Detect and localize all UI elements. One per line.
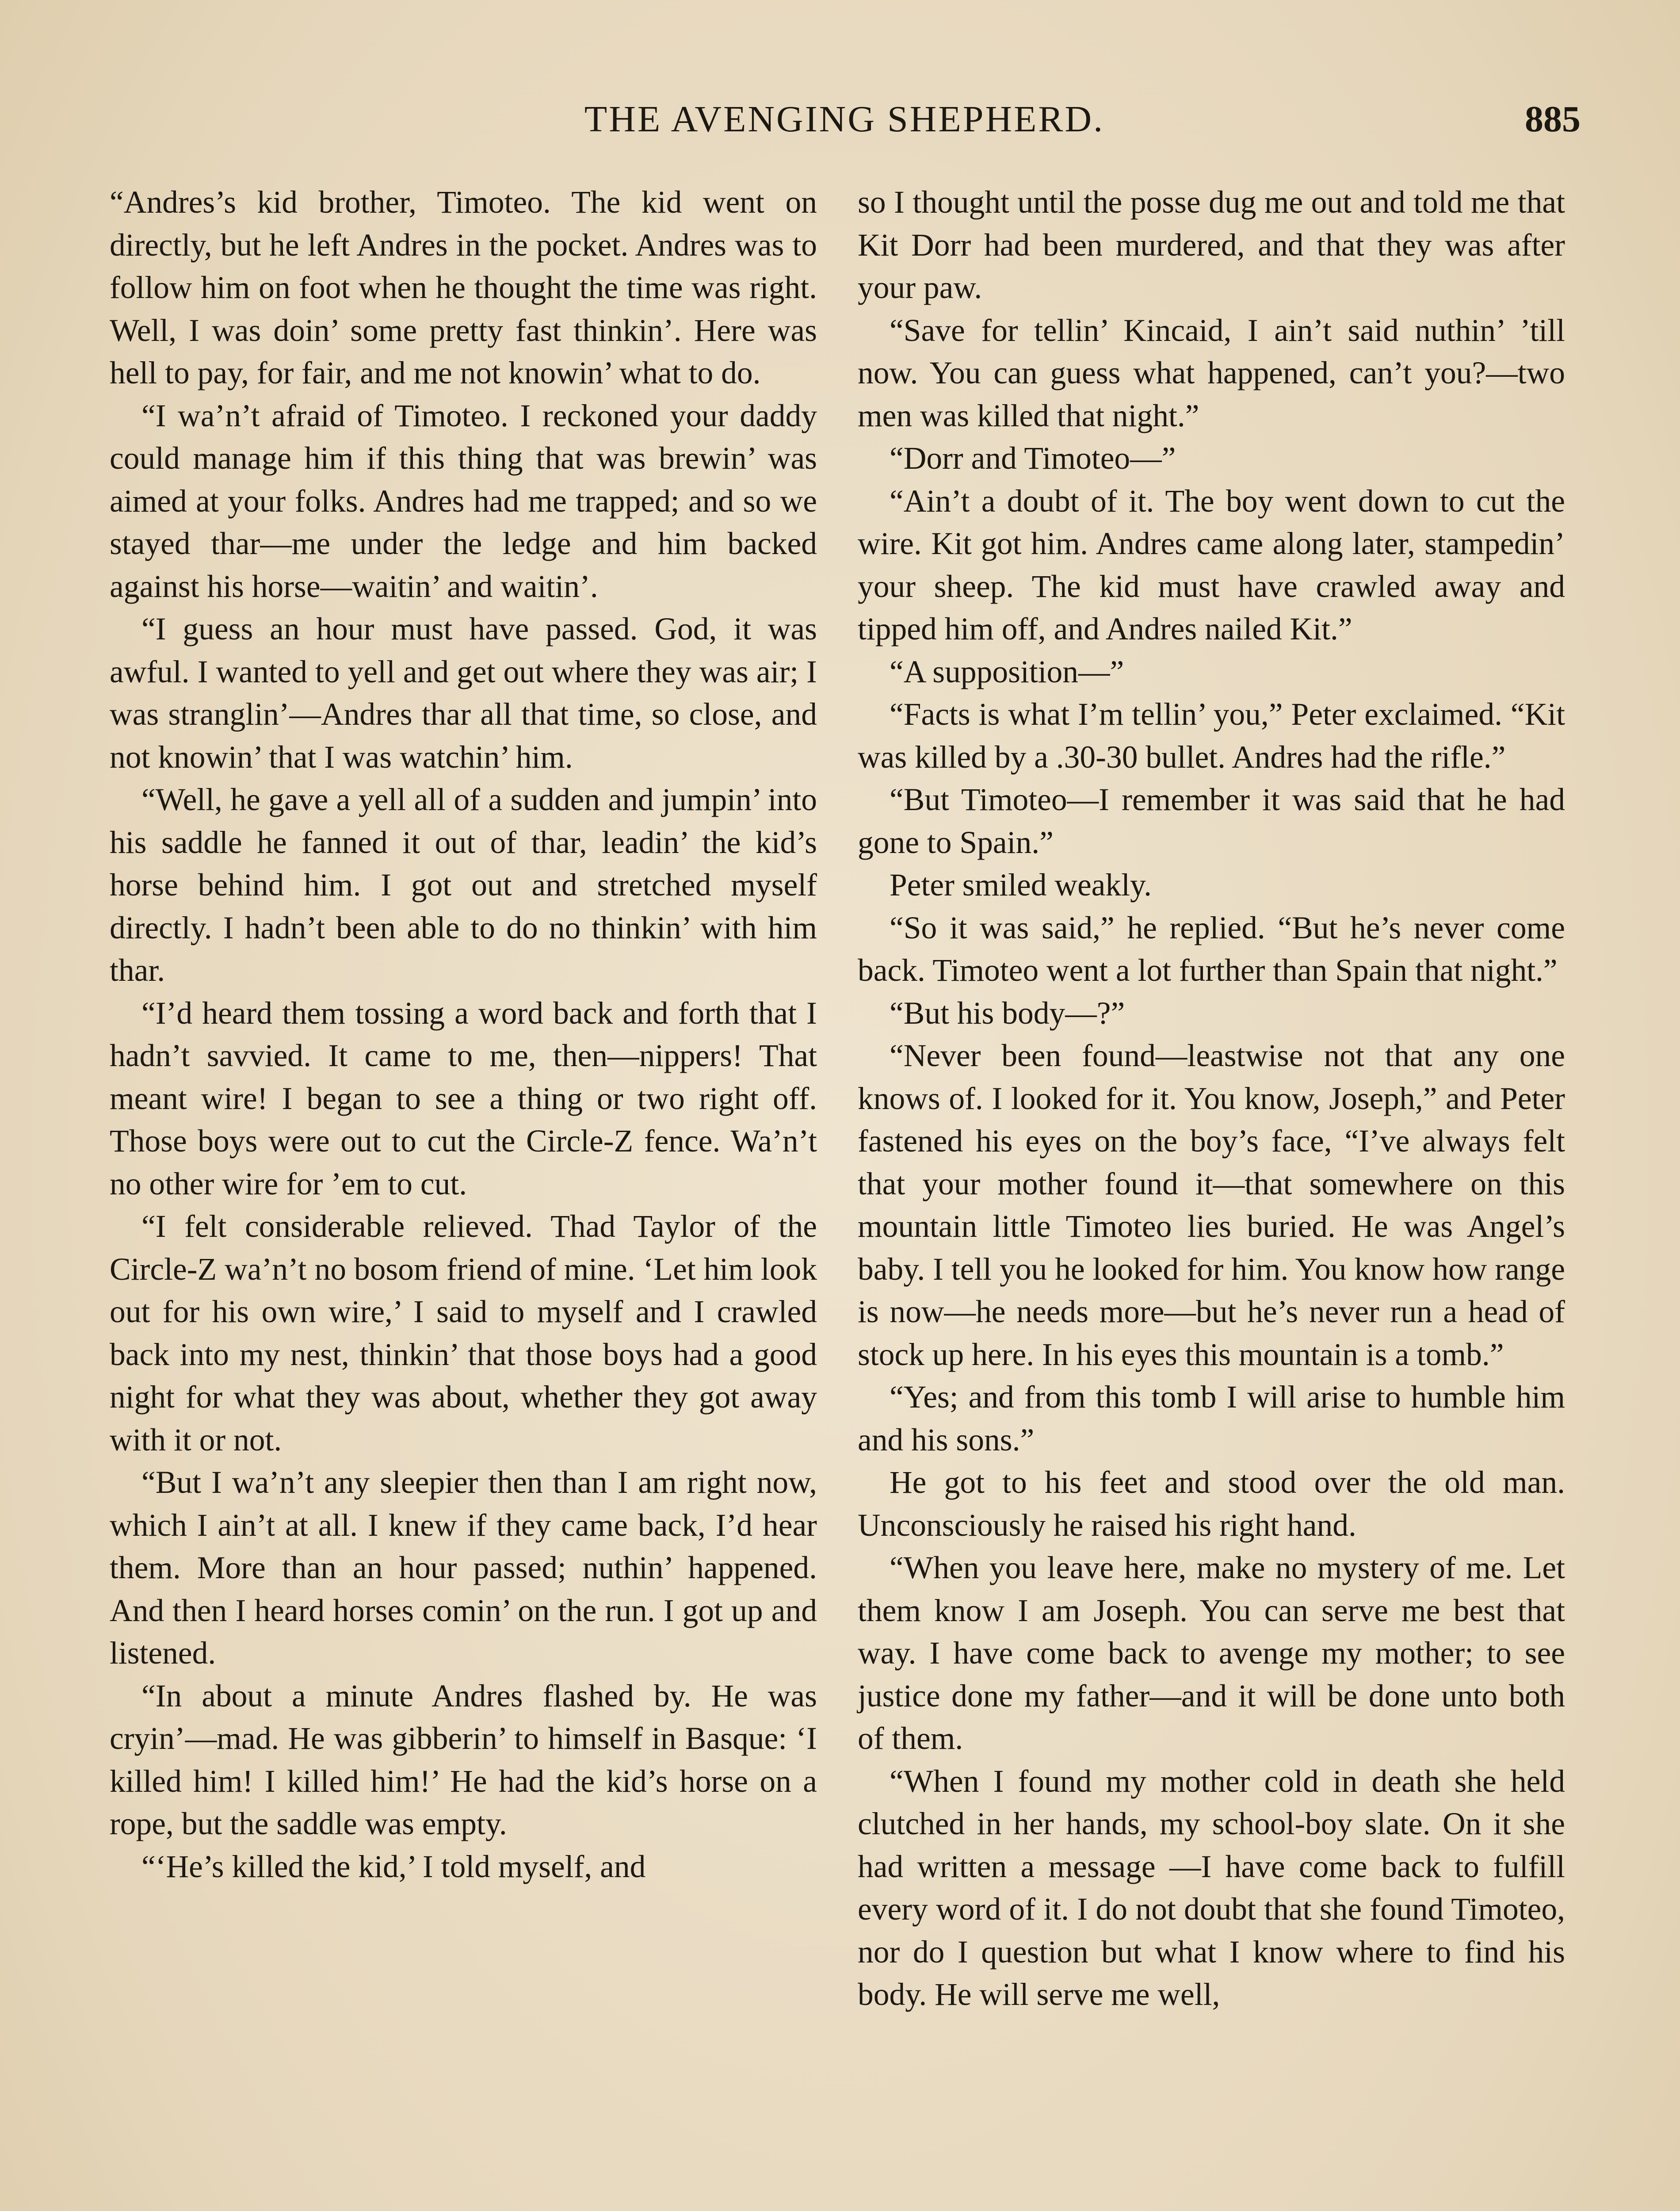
running-header [108,93,1581,146]
paragraph: “In about a minute Andres flashed by. He was cryin’—mad. He was gibberin’ to himself in Basque: ‘I killed him! I killed him!’ He had the kid’s horse on a rope, but the saddle was empty. [110,1678,817,1841]
paragraph: “Save for tellin’ Kincaid, I ain’t said nuthin’ ’till now. You can guess what happened, can’t you?—two men was killed that night.” [858,313,1565,433]
left-column [110,181,817,1888]
paragraph: “But Timoteo—I remember it was said that he had gone to Spain.” [858,782,1565,860]
paragraph: “I guess an hour must have passed. God, it was awful. I wanted to yell and get out where they was air; I was stranglin’—Andres thar all that time, so close, and not knowin’ that I was watchin’ him. [110,612,817,775]
paragraph: “Well, he gave a yell all of a sudden and jumpin’ into his saddle he fanned it out of thar, leadin’ the kid’s horse behind him. I got out and stretched myself directly. I hadn’t been able to do no thinkin’ with him thar. [110,782,817,988]
paragraph: He got to his feet and stood over the old man. Unconsciously he raised his right hand. [858,1465,1565,1543]
paragraph: “Andres’s kid brother, Timoteo. The kid went on directly, but he left Andres in the pocket. Andres was to follow him on foot when he thought the time was right. Well, I was doin’ some pretty fast thinkin’. Here was hell to pay, for fair, and me not knowin’ what to do. [110,185,817,390]
paragraph: “But I wa’n’t any sleepier then than I am right now, which I ain’t at all. I knew if they came back, I’d hear them. More than an hour passed; nuthin’ happened. And then I heard horses comin’ on the run. I got up and listened. [110,1465,817,1671]
paragraph: “I felt considerable relieved. Thad Taylor of the Circle-Z wa’n’t no bosom friend of mine. ‘Let him look out for his own wire,’ I said to myself and I crawled back into my nest, thinkin’ that those boys had a good night for what they was about, whether they got away with it or not. [110,1209,817,1457]
paragraph: “Dorr and Timoteo—” [890,441,1176,476]
paragraph: “When you leave here, make no mystery of me. Let them know I am Joseph. You can serve me best that way. I have come back to avenge my mother; to see justice done my father—and it will be done unto both of them. [858,1550,1565,1756]
paragraph: “So it was said,” he replied. “But he’s never come back. Timoteo went a lot further than Spain that night.” [858,910,1565,988]
paragraph: Peter smiled weakly. [890,868,1152,903]
paragraph: “Yes; and from this tomb I will arise to humble him and his sons.” [858,1380,1565,1457]
paragraph: “A supposition—” [890,654,1124,689]
running-title: THE AVENGING SHEPHERD. [584,99,1105,140]
paragraph: “Never been found—leastwise not that any one knows of. I looked for it. You know, Joseph,” and Peter fastened his eyes on the boy’s face, “I’ve always felt that your mother found it—that somewhere on this mountain little Timoteo lies buried. He was Angel’s baby. I tell you he looked for him. You know how range is now—he needs more—but he’s never run a head of stock up here. In his eyes this mountain is a tomb.” [858,1038,1565,1372]
page-number: 885 [1525,99,1581,140]
right-column [858,181,1565,2016]
paragraph: “‘He’s killed the kid,’ I told myself, and [141,1849,646,1884]
paragraph: “Facts is what I’m tellin’ you,” Peter exclaimed. “Kit was killed by a .30-30 bullet. Andres had the rifle.” [858,697,1565,775]
paragraph: “Ain’t a doubt of it. The boy went down to cut the wire. Kit got him. Andres came along later, stampedin’ your sheep. The kid must have crawled away and tipped him off, and Andres nailed Kit.” [858,483,1565,646]
paragraph: “I’d heard them tossing a word back and forth that I hadn’t savvied. It came to me, then—nippers! That meant wire! I began to see a thing or two right off. Those boys were out to cut the Circle-Z fence. Wa’n’t no other wire for ’em to cut. [110,995,817,1201]
paragraph: “I wa’n’t afraid of Timoteo. I reckoned your daddy could manage him if this thing that was brewin’ was aimed at your folks. Andres had me trapped; and so we stayed thar—me under the ledge and him backed against his horse—waitin’ and waitin’. [110,398,817,604]
paragraph: “But his body—?” [890,995,1125,1031]
paragraph: “When I found my mother cold in death she held clutched in her hands, my school-boy slate. On it she had written a message —I have come back to fulfill every word of it. I do not doubt that she found Timoteo, nor do I question but what I know where to find his body. He will serve me well, [858,1763,1565,2012]
paragraph: so I thought until the posse dug me out and told me that Kit Dorr had been murdered, and that they was after your paw. [858,185,1565,305]
